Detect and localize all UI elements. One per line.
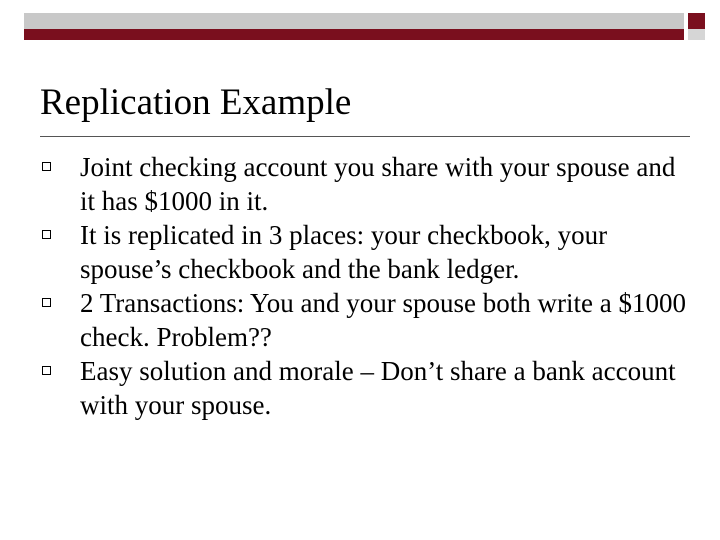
- slide-title: Replication Example: [40, 82, 352, 123]
- bullet-text: It is replicated in 3 places: your checkbook, your spouse’s checkbook and the bank ledger.: [80, 220, 608, 284]
- hollow-square-icon: [42, 230, 51, 239]
- header-bar-light: [24, 13, 684, 29]
- bullet-text: Easy solution and morale – Don’t share a bank account with your spouse.: [80, 356, 676, 420]
- corner-square-dark: [688, 13, 705, 29]
- title-divider: [40, 136, 690, 137]
- bullet-item: [0, 286, 720, 354]
- bullet-text: Joint checking account you share with your spouse and it has $1000 in it.: [80, 152, 676, 216]
- corner-square-light: [688, 29, 705, 40]
- bullet-item: [0, 354, 720, 422]
- hollow-square-icon: [42, 366, 51, 375]
- bullet-item: [0, 150, 720, 218]
- bullet-list: [0, 150, 720, 422]
- bullet-item: [0, 218, 720, 286]
- hollow-square-icon: [42, 162, 51, 171]
- hollow-square-icon: [42, 298, 51, 307]
- header-bar-dark: [24, 29, 684, 40]
- bullet-text: 2 Transactions: You and your spouse both write a $1000 check. Problem??: [80, 288, 686, 352]
